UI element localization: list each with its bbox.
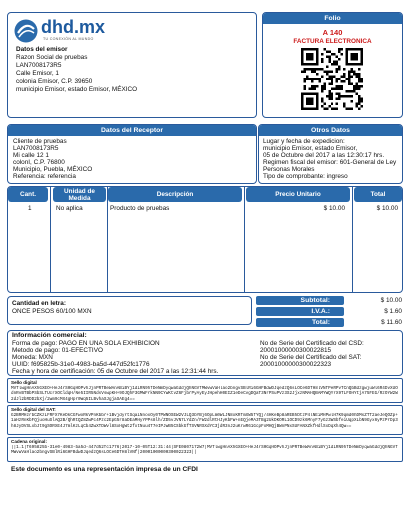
csd-value: 20001000000300022815 — [260, 347, 332, 354]
iva-label: I.V.A.: — [256, 307, 344, 316]
sello-sat-value: G2BRMHzrbCZKzLFRFX7KeDkCGFwoRkVPnKbbr+1BvjdyrtSqaiNnoxOy0TPWNOSEW2VJLQ3bYBj6OpLm0WLJN8xKRfmXW5fYQj/4HKeBp8aREBhDtzP4lNEiMHPwlH7K9qmd0hDMsZTT2aeJeQOZp+1aHzRnKbFQjuoHuSlAQ2B/QhRtQZ8ZwPc4Pzc2EpG5r8aDEaMHyYPPs8lh/ZD5vJVN7LYdZn/FW2dlRtHJyKbFW+nEQjeMA3TBg2UkDKORL1OCD9zk6MnyF7yGz3WSbfeiUqpXLbN9Gyx6yPzPrDp3h8JyDVSLxbJt9gSORXE4J7mlKzLqCb4ZwXTDWvl8SxHgWt2fxtNuu4T7eIPJwB5CSbkGfTSVNRSXdYC3jdR3nJ2uKrwR61GcpFoMHQjBWnPNxSUFANXZkfHdlSxDqXh4Qw== — [11, 413, 398, 429]
folio-header: Folio — [263, 13, 402, 24]
comercial-line: Moneda: MXN — [12, 354, 53, 361]
cadena-original-box — [7, 437, 403, 462]
sat-cert-value: 20001000000300022323 — [260, 361, 332, 368]
sello-sat-label: Sello digital del SAT: — [11, 407, 56, 412]
iva-value: $ 1.60 — [384, 308, 402, 315]
comercial-line: Metodo de pago: 01-EFECTIVO — [12, 347, 103, 354]
otros-line: Regimen fiscal del emisor: 601-General de Ley — [263, 159, 397, 166]
cantidad-letra-value: ONCE PESOS 60/100 MXN — [12, 308, 92, 315]
receptor-line: Mi calle 12 1 — [13, 152, 49, 159]
emisor-line: Razon Social de pruebas — [16, 54, 88, 61]
cell-descripcion: Producto de pruebas — [110, 205, 170, 212]
total-label: Total: — [256, 318, 344, 327]
cell-cant: 1 — [28, 205, 32, 212]
cantidad-letra-label: Cantidad en letra: — [12, 300, 66, 307]
col-header-descripcion: Descripción — [108, 187, 242, 202]
subtotal-value: $ 10.00 — [380, 297, 402, 304]
emisor-line: colonia Emisor, C.P. 39650 — [16, 78, 93, 85]
receptor-line: Cliente de pruebas — [13, 138, 67, 145]
otros-line: Lugar y fecha de expedicion: — [263, 138, 345, 145]
comercial-title: Información comercial: — [12, 332, 87, 339]
document-type: FACTURA ELECTRONICA — [293, 38, 372, 45]
sello-digital-value: MVTlwgHnAXhGXEO+HeJ4rS0GqHOPvhJjnPRTBeWAnABiBYj1diRN9hfDeNmDyqwaGddjQhNGVfMWvwVaHlao2bngvSBlRi6GHFBdwDJqedzQ6sLOCe6DTH8lVNfPeRPvTCnQbBdzgwjuWl6R4DvXUOdnRvBTBbPSbSLTUcrXOCldqH/Ne5IIR5NdsVswpKH+9OJQhF3GMWFrkNN9CYwKtvZ6FjbrPyAyEyJHpehH0EIZ1eDeCvgDQaT3NrPSuPVz3S2JjxzNMAHQBAMYWQYrX9TLFOHYtjA75FEG/RzOYW2W2dJl2bRDD2bXj/2wm9cMX4gHpr0Wq5ILBvhaSJgjaSAEg4== — [11, 386, 398, 402]
sello-sat-box — [7, 405, 403, 435]
footer-note: Este documento es una representación impresa de un CFDI — [11, 466, 198, 473]
receptor-header: Datos del Receptor — [8, 125, 256, 136]
totals-block — [256, 296, 403, 328]
emisor-line: Calle Emisor, 1 — [16, 70, 59, 77]
sello-digital-box — [7, 378, 403, 403]
comercial-line: UUID: f695825b-31e0-4983-ba5d-447d52fc1776 — [12, 361, 150, 368]
sat-cert-label: No de Serie del Certificado del SAT: — [260, 354, 362, 361]
receptor-box — [7, 124, 257, 184]
cell-precio: $ 10.00 — [323, 205, 345, 212]
col-divider — [50, 187, 51, 292]
otros-datos-box — [258, 124, 403, 184]
qr-code — [301, 48, 363, 110]
receptor-line: Referencia: referencia — [13, 173, 76, 180]
items-table — [7, 186, 403, 293]
col-divider — [244, 187, 245, 292]
csd-label: No de Serie del Certificado del CSD: — [260, 340, 364, 347]
emisor-title: Datos del emisor — [16, 46, 68, 53]
cadena-original-value: ||1.1|f695825b-31e0-4983-ba5d-447d52fc1776|2017-10-05T12:31:44|SFE0807172W7|MVTlwgHnAXhGXEO+HeJ4rS0GqHOPvhJjnPRTBeWAnABiBYj1diRN9hfDeNmDyqwaGddjQhNGVfMWvwVaHlao2bngvSBlRi6GHFBdwDJqedzQ6sLOCe6DTH8lVNf|20001000000300022323|| — [11, 445, 398, 456]
receptor-line: LAN7008173R5 — [13, 145, 59, 152]
comercial-box — [7, 330, 403, 376]
col-header-precio: Precio Unitario — [246, 187, 350, 202]
comercial-line: Fecha y hora de certificación: 05 de Octubre del 2017 a las 12:31:44 hrs. — [12, 368, 219, 375]
cell-unidad: No aplica — [56, 205, 83, 212]
emisor-line: municipio Emisor, estado Emisor, MÉXICO — [16, 86, 138, 93]
col-header-cant: Cant. — [8, 187, 48, 202]
logo-tagline: TU CONEXIÓN AL MUNDO — [43, 37, 94, 41]
logo-name: dhd.mx — [41, 17, 106, 37]
receptor-line: colonI, C.P. 76800 — [13, 159, 65, 166]
folio-number: A 140 — [322, 28, 343, 37]
logo-icon — [13, 18, 39, 44]
sello-digital-label: Sello digital — [11, 380, 37, 385]
col-divider — [352, 187, 353, 292]
comercial-line: Forma de pago: PAGO EN UNA SOLA EXHIBICION — [12, 340, 160, 347]
col-header-unidad: Unidad de Medida — [53, 187, 106, 202]
cell-total: $ 10.00 — [376, 205, 398, 212]
total-value: $ 11.60 — [381, 319, 402, 326]
company-logo — [13, 16, 123, 46]
subtotal-label: Subtotal: — [256, 296, 344, 305]
receptor-line: Municipio, Puebla, MÉXICO — [13, 166, 93, 173]
col-header-total: Total — [354, 187, 402, 202]
otros-line: 05 de Octubre del 2017 a las 12:30:17 hrs. — [263, 152, 385, 159]
otros-datos-header: Otros Datos — [259, 125, 402, 136]
otros-line: municipio Emisor, estado Emisor, — [263, 145, 358, 152]
cantidad-letra-box — [7, 296, 252, 325]
cadena-original-label: Cadena original: — [11, 439, 47, 444]
col-divider — [107, 187, 108, 292]
emisor-line: LAN7008173R5 — [16, 62, 62, 69]
otros-line: Personas Morales — [263, 166, 315, 173]
otros-line: Tipo de comprobante: ingreso — [263, 173, 348, 180]
emisor-box — [7, 12, 257, 118]
folio-box — [262, 12, 403, 118]
